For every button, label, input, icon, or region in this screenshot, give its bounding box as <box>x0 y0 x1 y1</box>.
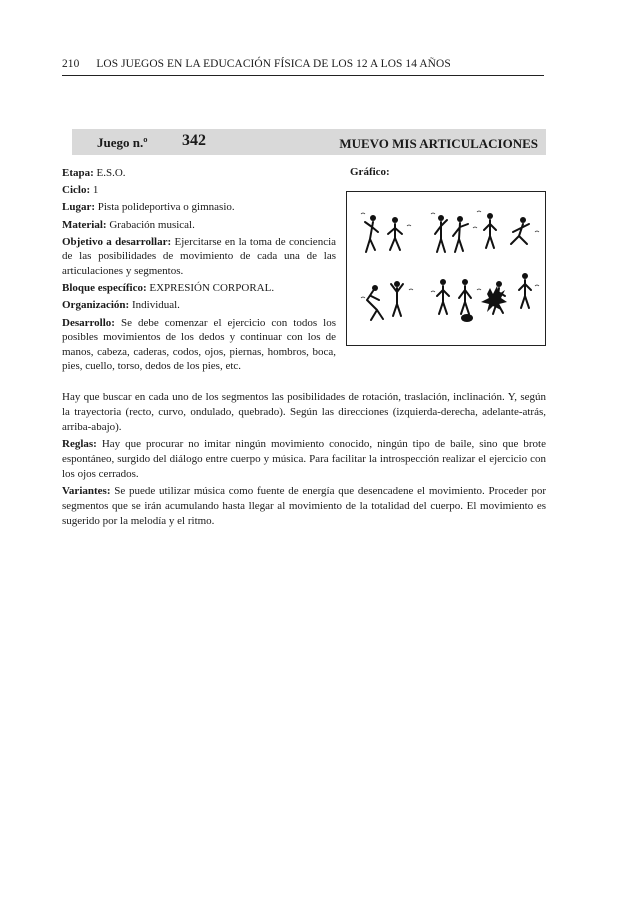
figure-6 <box>511 217 529 244</box>
grafico-illustration <box>346 191 546 346</box>
field-bloque: Bloque específico: EXPRESIÓN CORPORAL. <box>62 282 275 295</box>
full-width-text <box>62 390 546 531</box>
field-objetivo: Objetivo a desarrollar: Ejercitarse en la toma de conciencia de las posibilidades de movimiento de cada una de las articulaciones y segmentos. <box>62 235 337 277</box>
grafico-label: Gráfico: <box>350 166 390 178</box>
field-desarrollo: Desarrollo: Se debe comenzar el ejercicio con todos los posibles movimientos de los dedos y continuar con los de manos, cabeza, caderas, codos, ojos, piernas, hombros, boca, pies, cuello, torso, dedos de los pies, etc. <box>62 316 337 373</box>
running-title: LOS JUEGOS EN LA EDUCACIÓN FÍSICA DE LOS 12 A LOS 14 AÑOS <box>96 58 451 70</box>
game-number: 342 <box>182 132 206 149</box>
ball-object <box>461 314 473 322</box>
game-title-bar <box>72 129 546 155</box>
figure-2 <box>388 217 402 250</box>
left-column <box>62 166 336 376</box>
field-etapa: Etapa: E.S.O. <box>62 167 126 179</box>
field-variantes: Variantes: Se puede utilizar música como fuente de energía que desencadene el movimiento. Proceder por segmentos que se irán acumulando hasta llegar al movimiento de la totalidad del cuerpo. El movimiento es sugerido por la melodía y el ritmo. <box>62 484 547 527</box>
figure-8 <box>391 281 403 316</box>
page-number: 210 <box>62 58 80 70</box>
figure-1 <box>365 215 378 252</box>
figure-5 <box>484 213 496 248</box>
figure-10 <box>459 279 471 314</box>
field-lugar: Lugar: Pista polideportiva o gimnasio. <box>62 201 235 214</box>
dancing-figures-drawing <box>347 192 545 345</box>
figure-12 <box>519 273 531 308</box>
field-ciclo: Ciclo: 1 <box>62 184 99 197</box>
figure-11 <box>481 281 507 314</box>
figure-7 <box>367 285 383 320</box>
figure-3 <box>435 215 447 252</box>
field-reglas: Reglas: Hay que procurar no imitar ningún movimiento conocido, ningún tipo de baile, sino que brote espontáneo, surgido del diálogo entre cuerpo y música. Para facilitar la introspección realizar el ejercicio con los ojos cerrados. <box>62 437 546 480</box>
game-name: MUEVO MIS ARTICULACIONES <box>339 136 538 151</box>
running-header <box>62 58 544 76</box>
figure-4 <box>453 216 468 252</box>
field-material: Material: Grabación musical. <box>62 218 195 231</box>
game-number-label: Juego n.º <box>97 135 148 150</box>
figure-9 <box>437 279 449 314</box>
desarrollo-continuation: Hay que buscar en cada uno de los segmentos las posibilidades de rotación, traslación, inclinación. Y, según la trayectoria (recto, curvo, ondulado, quebrado). Según las direcciones (izquierda-derecha, adelante-atrás, arriba-abajo). <box>62 391 546 433</box>
field-organizacion: Organización: Individual. <box>62 299 180 312</box>
